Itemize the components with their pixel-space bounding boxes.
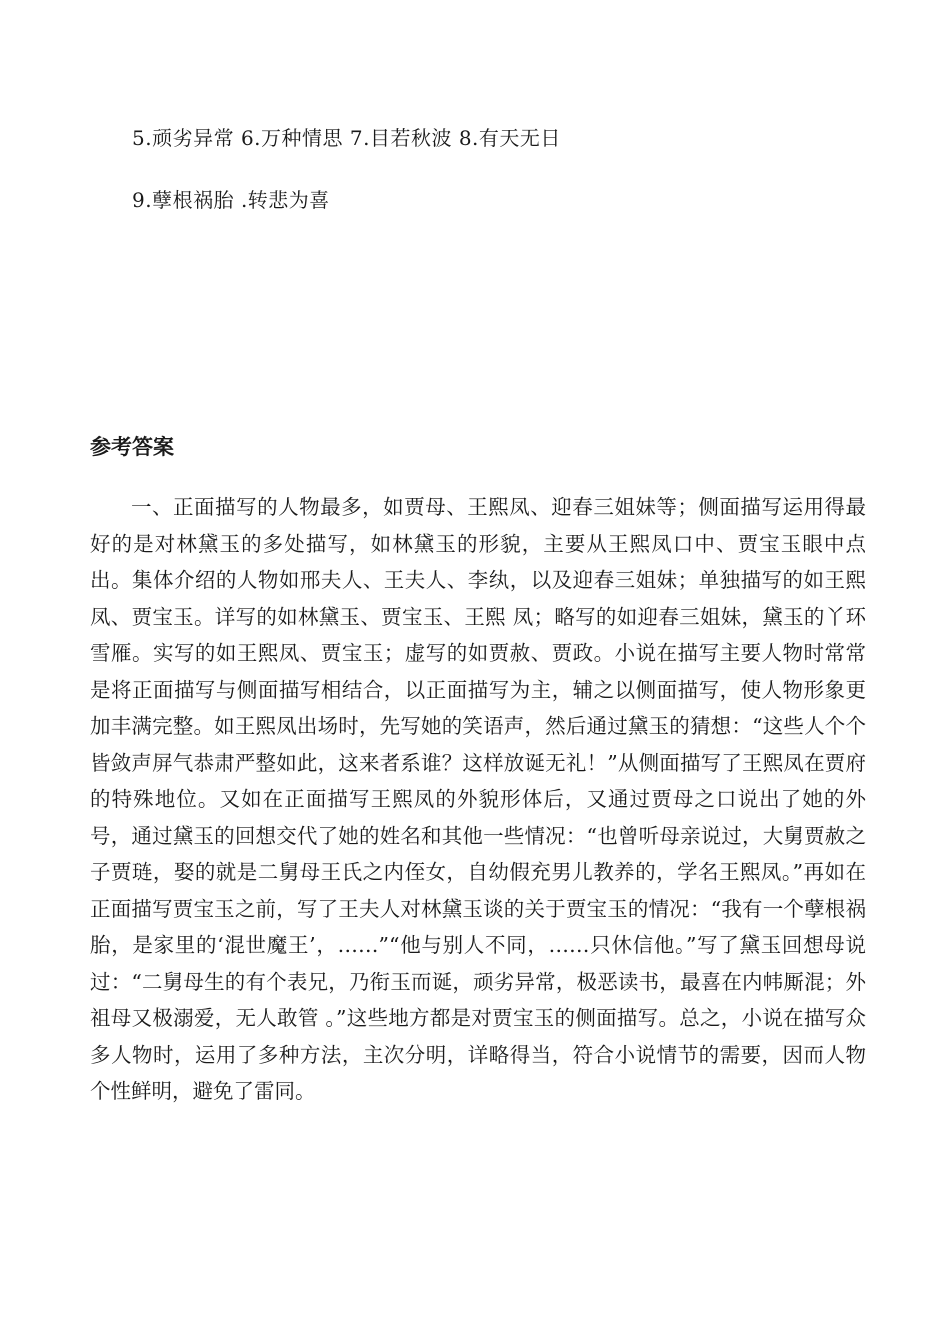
exercise-items-line-2: 9.孽根祸胎 .转悲为喜: [132, 188, 330, 212]
answer-paragraph: 一、正面描写的人物最多，如贾母、王熙凤、迎春三姐妹等；侧面描写运用得最好的是对林黛玉的多处描写，如林黛玉的形貌，主要从王熙凤口中、贾宝玉眼中点出。集体介绍的人物如邢夫人、王夫人、李纨，以及迎春三姐妹；单独描写的如王熙凤、贾宝玉。详写的如林黛玉、贾宝玉、王熙 凤；略写的如迎春三姐妹，黛玉的丫环雪雁。实写的如王熙凤、贾宝玉；虚写的如贾赦、贾政。小说在描写主要人物时常常是将正面描写与侧面描写相结合，以正面描写为主，辅之以侧面描写，使人物形象更加丰满完整。如王熙凤出场时，先写她的笑语声，然后通过黛玉的猜想：“这些人个个皆敛声屏气恭肃严整如此，这来者系谁？这样放诞无礼！”从侧面描写了王熙凤在贾府的特殊地位。又如在正面描写王熙凤的外貌形体后，又通过贾母之口说出了她的外号，通过黛玉的回想交代了她的姓名和其他一些情况：“也曾听母亲说过，大舅贾赦之子贾琏，娶的就是二舅母王氏之内侄女，自幼假充男儿教养的，学名王熙凤。”再如在正面描写贾宝玉之前，写了王夫人对林黛玉谈的关于贾宝玉的情况：“我有一个孽根祸胎，是家里的‘混世魔王’，……”“他与别人不同，……只休信他。”写了黛玉回想母说过：“二舅母生的有个表兄，乃衔玉而诞，顽劣异常，极恶读书，最喜在内帏厮混；外祖母又极溺爱，无人敢管 。”这些地方都是对贾宝玉的侧面描写。总之，小说在描写众多人物时，运用了多种方法，主次分明，详略得当，符合小说情节的需要，因而人物个性鲜明，避免了雷同。: [90, 495, 866, 1103]
exercise-items-line-1: 5.顽劣异常 6.万种情思 7.目若秋波 8.有天无日: [132, 126, 561, 150]
answer-heading: 参考答案: [90, 435, 174, 459]
